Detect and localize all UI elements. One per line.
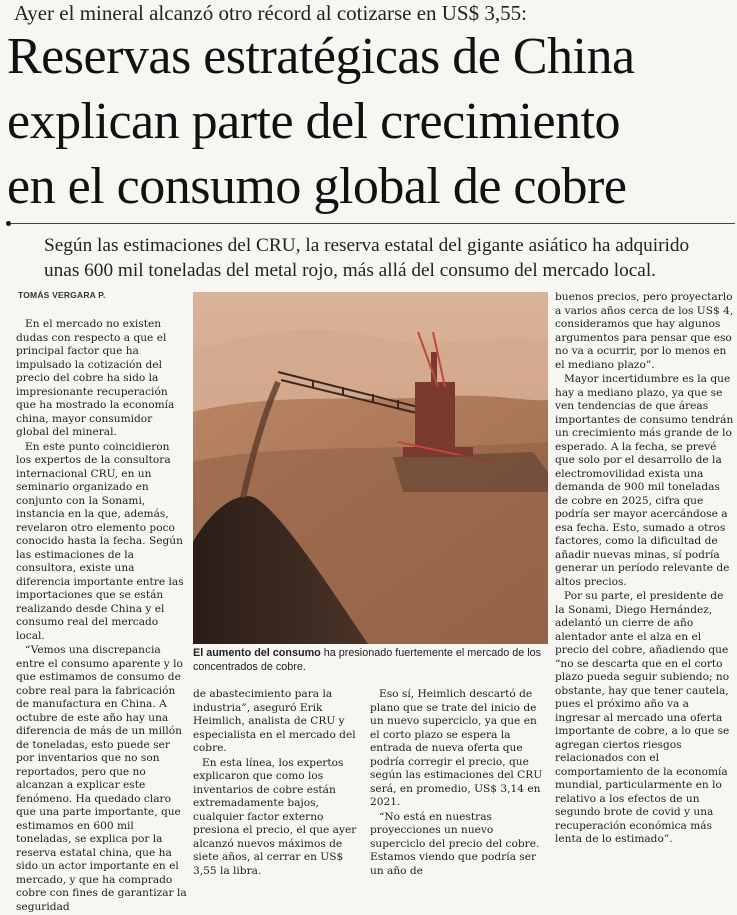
paragraph: Por su parte, el presidente de la Sonami, Diego Hernández, adelantó un cierre de año alentador ante el alza en el precio del cobre, añadiendo que “no se descarta que en el corto plazo pueda seguir subiendo; no obstante, hay que tener cautela, pues el próximo año va a ingresar al mercado una oferta importante de cobre, a lo que se agregan ciertos riesgos relacionados con el comportamiento de la economía mundial, particularmente en lo relativo a los efectos de un segundo brote de covid y una recuperación económica más lenta de lo estimado”.: [555, 590, 730, 845]
deck: [44, 233, 734, 283]
paragraph: En esta línea, los expertos explicaron que como los inventarios de cobre están extremadamente bajos, cualquier factor externo presiona el precio, el que ayer alcanzó nuevos máximos de siete años, al cerrar en US$ 3,55 la libra.: [193, 756, 357, 877]
article-column-4: [555, 291, 735, 848]
byline: TOMÁS VERGARA P.: [18, 290, 106, 300]
headline-line-2: explican parte del crecimiento: [7, 93, 621, 150]
article-column-2: [193, 688, 365, 879]
caption-text: ha presionado fuertemente el mercado de los concentrados de cobre.: [193, 647, 542, 673]
photo-caption: [193, 647, 548, 674]
divider-rule: [10, 223, 735, 224]
article-column-1: [16, 318, 188, 915]
caption-bold: El aumento del consumo: [193, 647, 321, 659]
copper-mine-stacker-photo-icon: [193, 292, 548, 644]
paragraph: En el mercado no existen dudas con respecto a que el principal factor que ha impulsado la cotización del precio del cobre ha sido la impresionante recuperación que ha mostrado la economía china, mayor consumidor global del mineral.: [16, 318, 175, 438]
paragraph: “Vemos una discrepancia entre el consumo aparente y lo que estimamos de consumo de cobre real para la fabricación de manufactura en China. A octubre de este año hay una diferencia de más de un millón de toneladas, esto puede ser por inventarios que no son reportados, pero que no alcanzan a explicar este fenómeno. Ha quedado claro que una parte importante, que estimamos en 600 mil toneladas, se explica por la reserva estatal china, que ha sido un actor importante en el mercado, y que ha comprado cobre con fines de garantizar la seguridad: [16, 644, 187, 913]
paragraph: Eso sí, Heimlich descartó de plano que se trate del inicio de un nuevo superciclo, ya que en el corto plazo se espera la entrada de nueva oferta que podría corregir el precio, que según las estimaciones del CRU será, en promedio, US$ 3,14 en 2021.: [370, 688, 543, 808]
deck-line-1: Según las estimaciones del CRU, la reserva estatal del gigante asiático ha adquirido: [44, 235, 690, 256]
paragraph: “No está en nuestras proyecciones un nuevo superciclo del precio del cobre. Estamos viendo que podría ser un año de: [370, 810, 540, 877]
headline-line-3: en el consumo global de cobre: [7, 158, 627, 215]
article-column-3: [370, 688, 548, 879]
headline: [7, 24, 735, 219]
kicker: Ayer el mineral alcanzó otro récord al cotizarse en US$ 3,55:: [14, 1, 527, 25]
headline-line-1: Reservas estratégicas de China: [7, 28, 635, 85]
paragraph: Mayor incertidumbre es la que hay a mediano plazo, ya que se ven tendencias de que áreas importantes de consumo tendrán un crecimiento más grande de lo esperado. A la fecha, se prevé que solo por el desarrollo de la electromovilidad exista una demanda de 900 mil toneladas de cobre en 2025, cifra que podría ser mayor acercándose a esa fecha. Esto, sumado a otros factores, como la dificultad de añadir nuevas minas, sí podría generar un período relevante de altos precios.: [555, 373, 734, 588]
copper-mine-photo: [193, 292, 548, 644]
paragraph: En este punto coincidieron los expertos de la consultora internacional CRU, en un seminario organizado en conjunto con la Sonami, instancia en la que, además, revelaron otro elemento poco conocido hasta la fecha. Según las estimaciones de la consultora, existe una diferencia importante entre las importaciones que se están realizando desde China y el consumo real del mercado local.: [16, 440, 184, 642]
paragraph: de abastecimiento para la industria”, aseguró Erik Heimlich, analista de CRU y especialista en el mercado del cobre.: [193, 688, 356, 754]
paragraph: buenos precios, pero proyectarlo a varios años cerca de los US$ 4, consideramos que hay algunos argumentos para pensar que eso no va a ocurrir, por lo menos en el mediano plazo”.: [555, 291, 734, 371]
deck-line-2: unas 600 mil toneladas del metal rojo, más allá del consumo del mercado local.: [44, 260, 657, 281]
